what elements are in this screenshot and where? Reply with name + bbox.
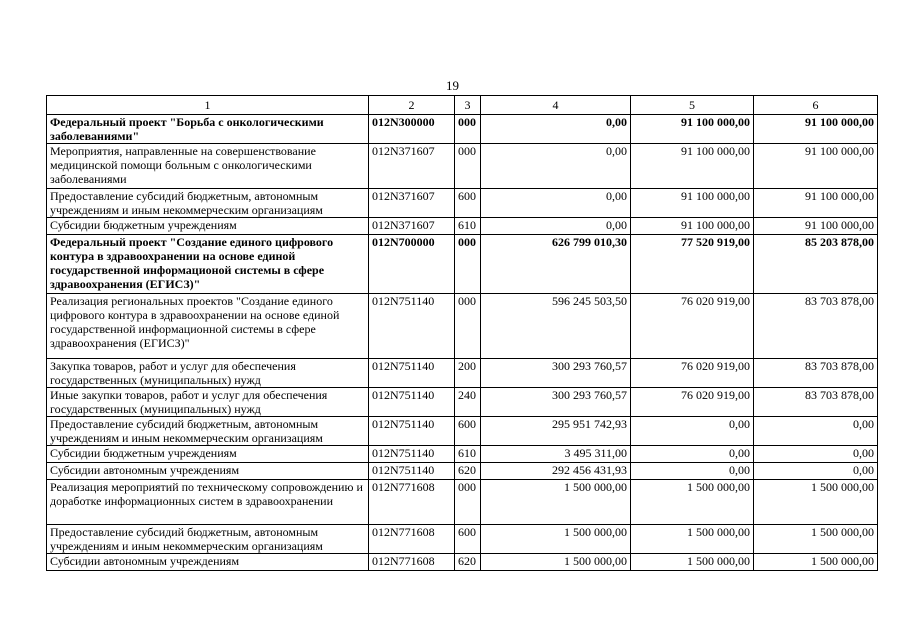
row-value-col5: 91 100 000,00 [631,218,754,235]
row-value-col4: 300 293 760,57 [481,359,631,388]
row-value-col5: 77 520 919,00 [631,235,754,294]
row-value-col6: 0,00 [754,417,878,446]
row-value-col5: 91 100 000,00 [631,144,754,189]
row-code-cell: 012N700000 [369,235,455,294]
row-type-cell: 610 [455,218,481,235]
row-value-col6: 83 703 878,00 [754,359,878,388]
row-type-cell: 620 [455,463,481,480]
row-value-col6: 0,00 [754,446,878,463]
row-code-cell: 012N771608 [369,525,455,554]
table-row [47,446,878,463]
table-row [47,417,878,446]
row-type-cell: 000 [455,144,481,189]
row-type-cell: 600 [455,189,481,218]
row-type-cell: 200 [455,359,481,388]
row-name-cell: Иные закупки товаров, работ и услуг для обеспечения государственных (муниципальных) нужд [47,388,369,417]
row-value-col5: 0,00 [631,463,754,480]
row-value-col6: 91 100 000,00 [754,144,878,189]
row-code-cell: 012N371607 [369,189,455,218]
row-value-col4: 1 500 000,00 [481,525,631,554]
row-type-cell: 610 [455,446,481,463]
row-value-col5: 76 020 919,00 [631,388,754,417]
row-value-col5: 1 500 000,00 [631,525,754,554]
row-code-cell: 012N771608 [369,480,455,525]
row-name-cell: Субсидии бюджетным учреждениям [47,218,369,235]
page-number: 19 [446,78,459,93]
row-value-col4: 596 245 503,50 [481,294,631,359]
row-value-col4: 300 293 760,57 [481,388,631,417]
row-code-cell: 012N300000 [369,115,455,144]
row-value-col5: 91 100 000,00 [631,189,754,218]
table-row [47,218,878,235]
column-header: 3 [455,96,481,115]
row-code-cell: 012N371607 [369,144,455,189]
row-value-col4: 0,00 [481,189,631,218]
row-type-cell: 000 [455,480,481,525]
row-value-col6: 0,00 [754,463,878,480]
column-header: 4 [481,96,631,115]
row-type-cell: 000 [455,235,481,294]
row-value-col6: 85 203 878,00 [754,235,878,294]
row-code-cell: 012N751140 [369,446,455,463]
row-value-col6: 1 500 000,00 [754,480,878,525]
row-value-col4: 0,00 [481,144,631,189]
row-value-col6: 1 500 000,00 [754,554,878,571]
row-code-cell: 012N751140 [369,463,455,480]
row-type-cell: 600 [455,525,481,554]
row-value-col5: 91 100 000,00 [631,115,754,144]
row-name-cell: Реализация региональных проектов "Создание единого цифрового контура в здравоохранении на основе единой государственной информационной системы в сфере здравоохранения (ЕГИСЗ)" [47,294,369,359]
table-row [47,144,878,189]
row-name-cell: Федеральный проект "Создание единого цифрового контура в здравоохранении на основе единой государственной информационой системы в сфере здравоохранения (ЕГИСЗ)" [47,235,369,294]
row-code-cell: 012N371607 [369,218,455,235]
row-code-cell: 012N751140 [369,417,455,446]
row-code-cell: 012N751140 [369,294,455,359]
row-value-col4: 1 500 000,00 [481,480,631,525]
row-name-cell: Федеральный проект "Борьба с онкологическими заболеваниями" [47,115,369,144]
row-name-cell: Субсидии бюджетным учреждениям [47,446,369,463]
row-value-col4: 295 951 742,93 [481,417,631,446]
row-value-col4: 1 500 000,00 [481,554,631,571]
column-header: 1 [47,96,369,115]
row-value-col6: 91 100 000,00 [754,218,878,235]
row-type-cell: 000 [455,115,481,144]
table-row [47,525,878,554]
row-value-col5: 76 020 919,00 [631,294,754,359]
row-name-cell: Предоставление субсидий бюджетным, автономным учреждениям и иным некоммерческим организациям [47,189,369,218]
row-value-col5: 0,00 [631,417,754,446]
row-name-cell: Реализация мероприятий по техническому сопровождению и доработке информационных систем в здравоохранении [47,480,369,525]
row-type-cell: 240 [455,388,481,417]
column-header: 6 [754,96,878,115]
row-value-col6: 83 703 878,00 [754,294,878,359]
table-row [47,480,878,525]
row-name-cell: Закупка товаров, работ и услуг для обеспечения государственных (муниципальных) нужд [47,359,369,388]
column-header: 2 [369,96,455,115]
row-name-cell: Предоставление субсидий бюджетным, автономным учреждениям и иным некоммерческим организациям [47,525,369,554]
table-row [47,359,878,388]
row-value-col4: 0,00 [481,115,631,144]
row-value-col4: 3 495 311,00 [481,446,631,463]
table-row [47,388,878,417]
row-value-col5: 76 020 919,00 [631,359,754,388]
row-name-cell: Субсидии автономным учреждениям [47,463,369,480]
column-header: 5 [631,96,754,115]
row-value-col5: 1 500 000,00 [631,554,754,571]
row-name-cell: Мероприятия, направленные на совершенствование медицинской помощи больным с онкологическими заболеваниями [47,144,369,189]
row-value-col4: 0,00 [481,218,631,235]
table-row [47,189,878,218]
row-value-col6: 91 100 000,00 [754,115,878,144]
row-value-col6: 83 703 878,00 [754,388,878,417]
row-value-col5: 1 500 000,00 [631,480,754,525]
row-value-col5: 0,00 [631,446,754,463]
row-name-cell: Субсидии автономным учреждениям [47,554,369,571]
row-code-cell: 012N751140 [369,359,455,388]
row-type-cell: 000 [455,294,481,359]
table-row [47,235,878,294]
row-type-cell: 620 [455,554,481,571]
row-value-col4: 292 456 431,93 [481,463,631,480]
row-code-cell: 012N771608 [369,554,455,571]
table-row [47,554,878,571]
table-body [47,115,878,571]
row-value-col4: 626 799 010,30 [481,235,631,294]
row-type-cell: 600 [455,417,481,446]
row-value-col6: 1 500 000,00 [754,525,878,554]
row-code-cell: 012N751140 [369,388,455,417]
table-row [47,294,878,359]
budget-table [46,95,878,571]
row-name-cell: Предоставление субсидий бюджетным, автономным учреждениям и иным некоммерческим организациям [47,417,369,446]
table-row [47,115,878,144]
table-row [47,463,878,480]
row-value-col6: 91 100 000,00 [754,189,878,218]
table-header-row [47,96,878,115]
